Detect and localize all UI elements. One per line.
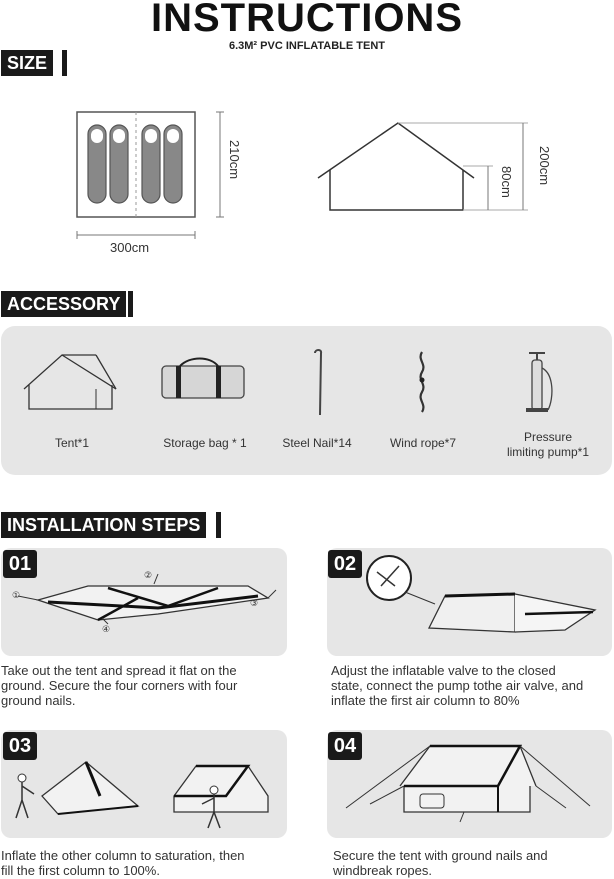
step-04-text — [333, 848, 613, 878]
step-02-text — [331, 663, 614, 708]
step-02-line-3: inflate the first air column to 80% — [331, 693, 520, 708]
step-01-line-3: ground nails. — [1, 693, 76, 708]
step-01-line-2: ground. Secure the four corners with four — [1, 678, 238, 693]
step-03-text — [1, 848, 287, 878]
step-04-line-1: Secure the tent with ground nails and — [333, 848, 548, 863]
tent-icon — [24, 353, 120, 411]
installation-tag-bar — [216, 512, 221, 538]
step-03-line-1: Inflate the other column to saturation, then — [1, 848, 245, 863]
step-04-illustration — [340, 742, 600, 826]
step-02-line-1: Adjust the inflatable valve to the closed — [331, 663, 556, 678]
marker-4: ④ — [102, 624, 111, 634]
step-01-illustration — [12, 568, 280, 638]
accessory-tag-bar — [128, 291, 133, 317]
steel-nail-icon — [310, 349, 330, 417]
floor-depth-label: 210cm — [227, 140, 242, 180]
pump-icon — [520, 350, 560, 416]
floor-width-label: 300cm — [110, 240, 150, 255]
step-03-line-2: fill the first column to 100%. — [1, 863, 160, 878]
accessory-label-pump-line1: Pressure — [523, 430, 573, 444]
accessory-label-tent: Tent*1 — [54, 436, 90, 450]
step-02-illustration — [365, 552, 605, 646]
installation-section-tag: INSTALLATION STEPS — [1, 512, 206, 538]
marker-2: ② — [144, 570, 153, 580]
page-title: INSTRUCTIONS — [151, 0, 463, 40]
step-01-line-1: Take out the tent and spread it flat on the — [1, 663, 237, 678]
step-02-line-2: state, connect the pump tothe air valve, and — [331, 678, 584, 693]
step-01-text — [1, 663, 287, 708]
accessory-section-tag: ACCESSORY — [1, 291, 126, 317]
step-04-line-2: windbreak ropes. — [333, 863, 432, 878]
wind-rope-icon — [414, 350, 430, 416]
size-section-tag: SIZE — [1, 50, 53, 76]
step-03-illustration — [8, 756, 278, 832]
step-04-number: 04 — [328, 732, 362, 760]
marker-3: ③ — [250, 598, 259, 608]
accessory-label-wind-rope: Wind rope*7 — [389, 436, 457, 450]
step-01-number: 01 — [3, 550, 37, 578]
step-03-number: 03 — [3, 732, 37, 760]
wall-height-label: 80cm — [499, 166, 514, 198]
accessory-label-steel-nail: Steel Nail*14 — [282, 436, 352, 450]
step-02-number: 02 — [328, 550, 362, 578]
marker-1: ① — [12, 590, 21, 600]
storage-bag-icon — [160, 360, 250, 404]
floor-plan-diagram — [70, 105, 230, 245]
accessory-label-pump-line2: limiting pump*1 — [506, 445, 590, 459]
accessory-label-storage-bag: Storage bag * 1 — [163, 436, 247, 450]
size-tag-bar — [62, 50, 67, 76]
total-height-label: 200cm — [537, 146, 552, 186]
page-subtitle: 6.3M² PVC INFLATABLE TENT — [228, 40, 386, 52]
